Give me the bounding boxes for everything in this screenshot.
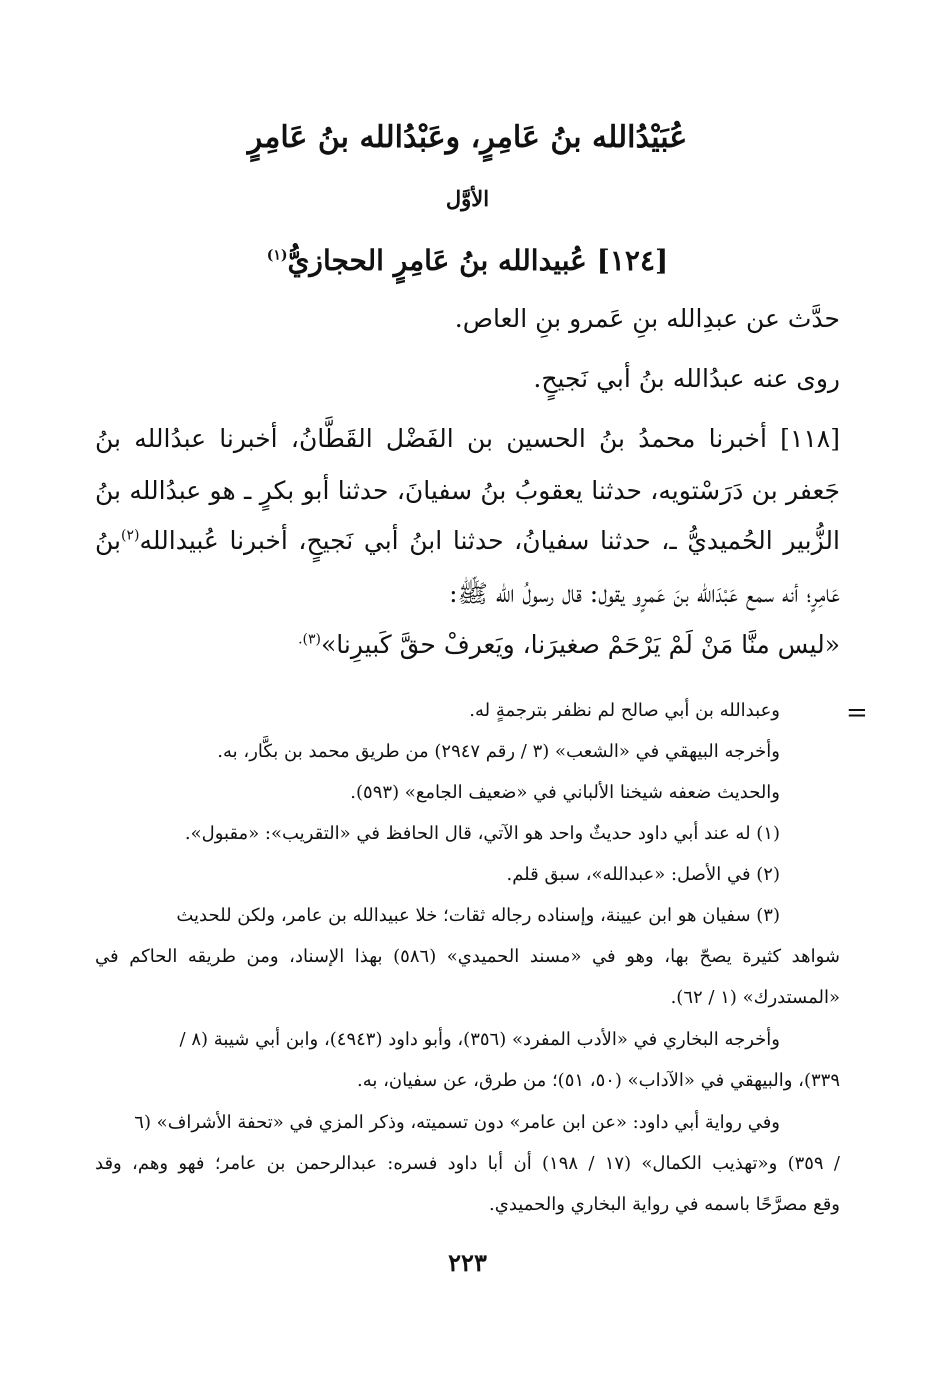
page-number: ٢٢٣: [448, 1248, 487, 1277]
footnote-line: ٣٣٩)، والبيهقي في «الآداب» (٥٠، ٥١)؛ من طرق، عن سفيان، به.: [357, 1070, 840, 1091]
hadith-matn-text: «ليس منَّا مَنْ لَمْ يَرْحَمْ صغيرَنا، ويَعرفْ حقَّ كَبيرِنا»: [320, 630, 840, 659]
footnote-ref-3: (٣).: [298, 631, 321, 648]
entry-heading: [0, 244, 935, 277]
body-line-1: حدَّث عن عبدِالله بنِ عَمرو بنِ العاص.: [454, 304, 840, 333]
footnote-3: (٣) سفيان هو ابن عيينة، وإسناده رجاله ثقات؛ خلا عبيدالله بن عامر، ولكن للحديث: [176, 905, 780, 926]
hadith-line-3-text: الزُّبير الحُميديُّ ـ، حدثنا سفيانُ، حدثنا ابنُ أبي نَجيحٍ، أخبرنا عُبيدالله: [139, 526, 840, 555]
hadith-matn: [95, 630, 840, 659]
footnote-line: وفي رواية أبي داود: «عن ابن عامر» دون تسميته، وذكر المزي في «تحفة الأشراف» (٦: [134, 1112, 780, 1133]
footnote-line: وأخرجه البخاري في «الأدب المفرد» (٣٥٦)، وأبو داود (٤٩٤٣)، وابن أبي شيبة (٨ /: [179, 1029, 780, 1050]
hadith-line-2: جَعفر بن دَرَسْتويه، حدثنا يعقوبُ بنُ سفيانَ، حدثنا أبو بكرٍ ـ هو عبدُالله بنُ: [95, 476, 840, 505]
footnote-line: «المستدرك» (١ / ٦٢).: [670, 987, 840, 1008]
footnote-line: وقع مصرَّحًا باسمه في رواية البخاري والحميدي.: [489, 1194, 840, 1215]
hadith-line-1: [١١٨] أخبرنا محمدُ بنُ الحسين بن الفَضْل القَطَّانُ، أخبرنا عبدُالله بنُ: [95, 424, 840, 453]
hadith-line-3-end: بنُ: [95, 526, 121, 555]
footnote-2: (٢) في الأصل: «عبدالله»، سبق قلم.: [506, 864, 780, 885]
chapter-title: عُبَيْدُالله بنُ عَامِرٍ، وعَبْدُالله بنُ عَامِرٍ: [247, 120, 688, 155]
hadith-line-3: [95, 526, 840, 555]
hadith-line-4: عَامِرٍ؛ أنه سمع عَبْدَالله بنَ عَمرٍو يقول: قال رسولُ الله ﷺ:: [449, 579, 840, 608]
footnote-line: / ٣٥٩) و«تهذيب الكمال» (١٧ / ١٩٨) أن أبا داود فسره: عبدالرحمن بن عامر؛ فهو وهم، وقد: [95, 1153, 840, 1174]
entry-heading-text: [١٢٤] عُبيدالله بنُ عَامِرٍ الحجازيُّ: [287, 244, 669, 277]
continuation-marker: =: [846, 698, 868, 728]
footnote-line: وأخرجه البيهقي في «الشعب» (٣ / رقم ٢٩٤٧) من طريق محمد بن بكَّار، به.: [217, 741, 780, 762]
footnote-line: شواهد كثيرة يصحّ بها، وهو في «مسند الحميدي» (٥٨٦) بهذا الإسناد، ومن طريقه الحاكم في: [95, 946, 840, 967]
footnote-line: والحديث ضعفه شيخنا الألباني في «ضعيف الجامع» (٥٩٣).: [350, 782, 780, 803]
body-line-2: روى عنه عبدُالله بنُ أبي نَجيحٍ.: [533, 364, 840, 393]
section-subtitle: الأوَّل: [445, 186, 490, 211]
footnote-1: (١) له عند أبي داود حديثٌ واحد هو الآتي، قال الحافظ في «التقريب»: «مقبول».: [184, 823, 780, 844]
footnote-ref-2: (٢): [121, 527, 140, 544]
footnote-ref-1: (١): [266, 247, 288, 264]
footnote-line: وعبدالله بن أبي صالح لم نظفر بترجمةٍ له.: [469, 700, 780, 721]
